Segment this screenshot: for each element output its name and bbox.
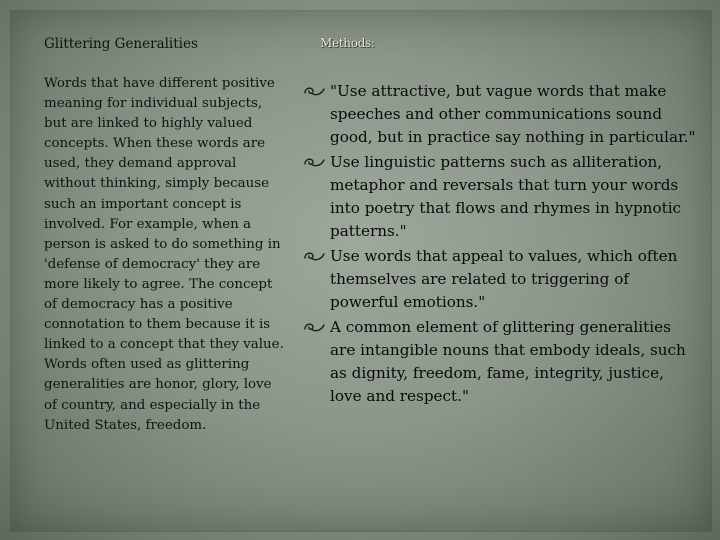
right-column bbox=[300, 36, 700, 410]
methods-heading: Methods: bbox=[320, 36, 375, 50]
left-body-text: Words that have different positive meaning for individual subjects, but are linked to highly valued concepts. When these words are used, they demand approval without thinking, simply because such an important concept is involved. For example, when a person is asked to do something in 'defense of democracy' they are more likely to agree. The concept of democracy has a positive connotation to them because it is linked to a concept that they value. Words often used as glittering generalities are honor, glory, love of country, and especially in the United States, freedom. bbox=[44, 76, 284, 433]
left-heading: Glittering Generalities bbox=[44, 36, 198, 52]
scroll-swirl-icon bbox=[302, 80, 326, 103]
left-column bbox=[44, 36, 284, 436]
scroll-swirl-icon bbox=[302, 151, 326, 174]
methods-item-text: Use words that appeal to values, which often themselves are related to triggering of powerful emotions." bbox=[330, 247, 678, 311]
methods-item-text: Use linguistic patterns such as alliteration, metaphor and reversals that turn your words into poetry that flows and rhymes in hypnotic patterns." bbox=[330, 153, 682, 240]
methods-list-item bbox=[300, 245, 700, 314]
scroll-swirl-icon bbox=[302, 245, 326, 268]
methods-list-item bbox=[300, 151, 700, 243]
methods-list-item bbox=[300, 80, 700, 149]
scroll-swirl-icon bbox=[302, 316, 326, 339]
methods-list-item bbox=[300, 316, 700, 408]
methods-item-text: "Use attractive, but vague words that make speeches and other communications sound good, but in practice say nothing in particular." bbox=[330, 82, 696, 146]
methods-item-text: A common element of glittering generalities are intangible nouns that embody ideals, such as dignity, freedom, fame, integrity, justice, love and respect." bbox=[330, 318, 686, 405]
methods-list bbox=[300, 80, 700, 408]
